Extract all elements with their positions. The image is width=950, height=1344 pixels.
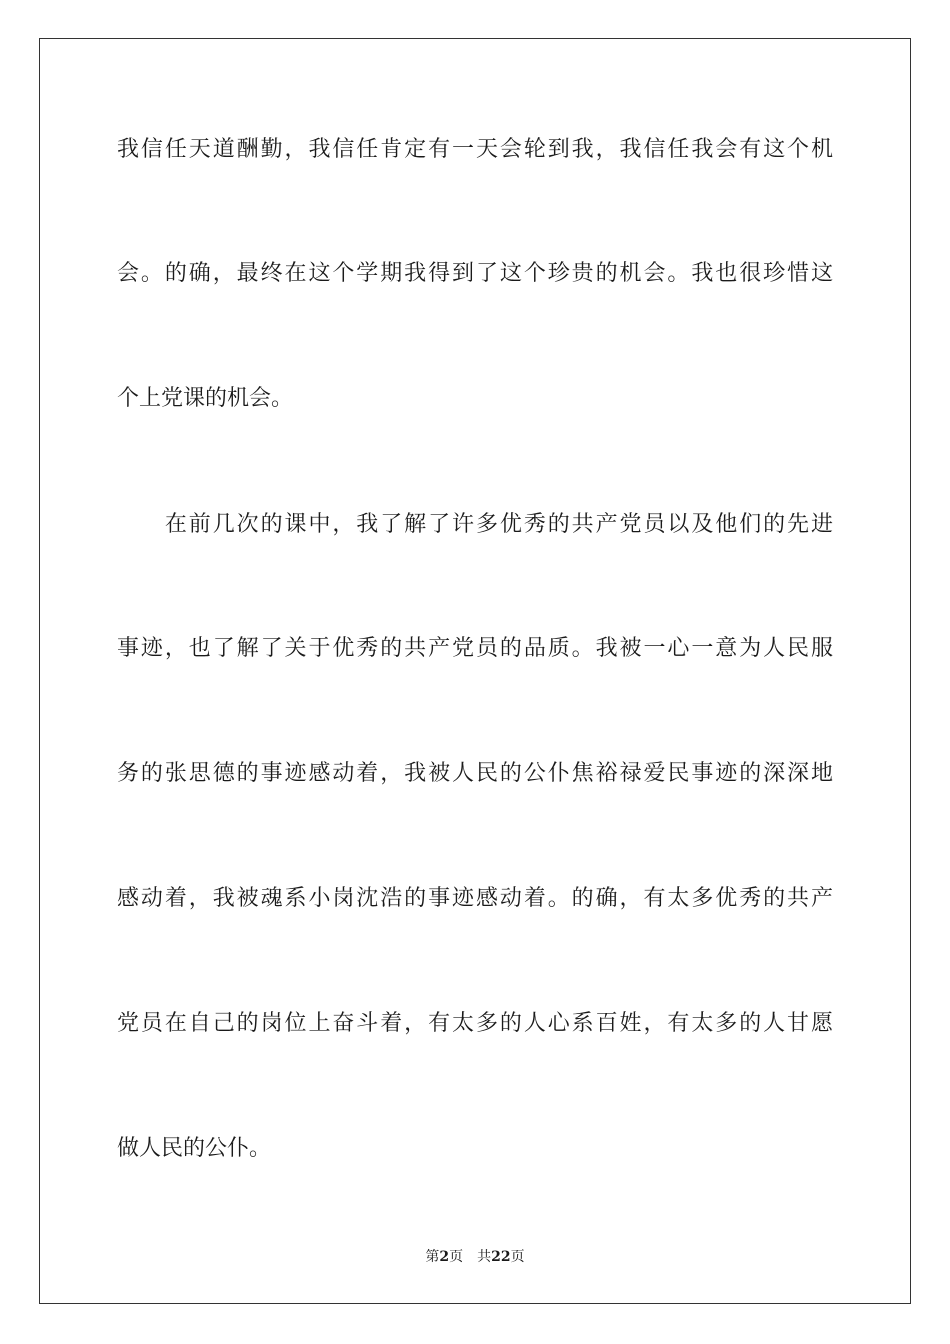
body-text-line: 务的张思德的事迹感动着，我被人民的公仆焦裕禄爱民事迹的深深地 — [117, 761, 833, 786]
total-pages: 22 — [491, 1249, 511, 1265]
body-text-line: 做人民的公仆。 — [117, 1136, 272, 1161]
body-text-line: 在前几次的课中，我了解了许多优秀的共产党员以及他们的先进 — [117, 512, 833, 537]
page-footer — [0, 1247, 950, 1267]
body-text-line: 感动着，我被魂系小岗沈浩的事迹感动着。的确，有太多优秀的共产 — [117, 886, 833, 911]
page-number: 2 — [439, 1249, 450, 1265]
body-text-line: 事迹，也了解了关于优秀的共产党员的品质。我被一心一意为人民服 — [117, 636, 833, 661]
total-prefix: 共 — [477, 1249, 492, 1265]
body-text-line: 党员在自己的岗位上奋斗着，有太多的人心系百姓，有太多的人甘愿 — [117, 1011, 833, 1036]
body-text-line: 我信任天道酬勤，我信任肯定有一天会轮到我，我信任我会有这个机 — [117, 137, 833, 162]
page-suffix: 页 — [449, 1249, 464, 1265]
page-prefix: 第 — [425, 1249, 440, 1265]
body-text-line: 会。的确，最终在这个学期我得到了这个珍贵的机会。我也很珍惜这 — [117, 261, 833, 286]
total-suffix: 页 — [510, 1249, 525, 1265]
body-text-line: 个上党课的机会。 — [117, 386, 294, 411]
page-border — [39, 38, 911, 1304]
